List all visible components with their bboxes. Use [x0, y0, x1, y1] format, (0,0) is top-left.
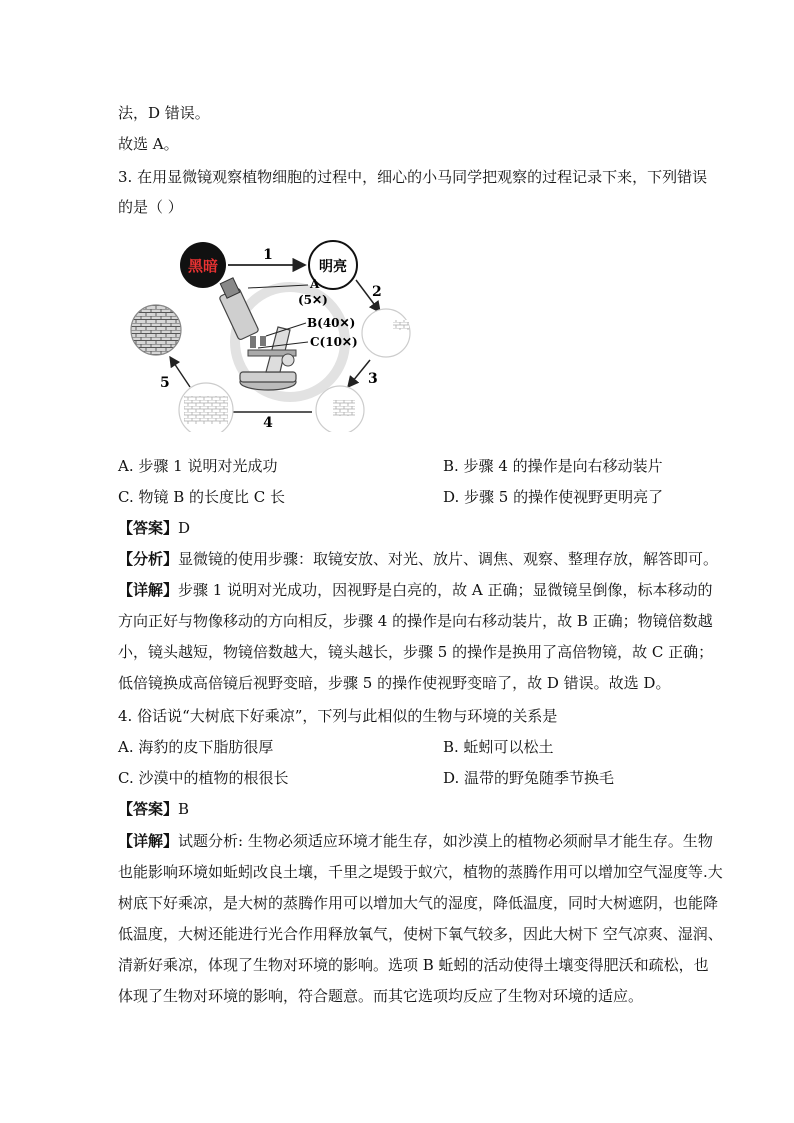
q4-option-c: C. 沙漠中的植物的根很长 — [118, 769, 289, 787]
detail-text: 试题分析: 生物必须适应环境才能生存，如沙漠上的植物必须耐旱才能生存。生物 — [178, 832, 713, 850]
q3-option-b: B. 步骤 4 的操作是向右移动装片 — [443, 457, 663, 475]
answer-value: D — [178, 519, 191, 537]
step-5-label: 5 — [160, 375, 170, 391]
q4-option-a: A. 海豹的皮下脂肪很厚 — [118, 738, 274, 756]
step-1-label: 1 — [263, 247, 273, 263]
arrow-step-5 — [170, 357, 190, 387]
q4-option-d: D. 温带的野兔随季节换毛 — [443, 769, 615, 787]
q4-stem: 4. 俗话说“大树底下好乘凉”，下列与此相似的生物与环境的关系是 — [118, 707, 558, 725]
arrow-step-3 — [348, 360, 370, 387]
answer-value: B — [178, 800, 190, 818]
q3-option-a: A. 步骤 1 说明对光成功 — [118, 457, 278, 475]
q4-detail-line5: 清新好乘凉，体现了生物对环境的影响。选项 B 蚯蚓的活动使得土壤变得肥沃和疏松，也 — [118, 956, 709, 974]
microscope-figure — [118, 232, 418, 432]
view-circle-step2 — [362, 309, 410, 357]
q3-detail-line4: 低倍镜换成高倍镜后视野变暗，步骤 5 的操作使视野变暗了，故 D 错误。故选 D。 — [118, 674, 671, 692]
lens-c-label: C(10✕) — [310, 335, 358, 349]
q3-option-d: D. 步骤 5 的操作使视野更明亮了 — [443, 488, 664, 506]
q4-answer — [118, 798, 189, 820]
q3-detail-line1 — [118, 579, 712, 601]
q3-detail-line3: 小，镜头越短，物镜倍数越大，镜头越长，步骤 5 的操作是换用了高倍物镜，故 C 正确； — [118, 643, 714, 661]
q4-detail-line6: 体现了生物对环境的影响，符合题意。而其它选项均反应了生物对环境的适应。 — [118, 987, 644, 1005]
lens-a-label: A — [310, 277, 320, 291]
step-3-label: 3 — [368, 371, 378, 387]
bright-label: 明亮 — [319, 259, 347, 275]
q3-analysis — [118, 548, 718, 570]
lens-b-label: B(40✕) — [307, 316, 356, 330]
detail-tag: 【详解】 — [118, 581, 179, 599]
analysis-text: 显微镜的使用步骤：取镜安放、对光、放片、调焦、观察、整理存放，解答即可。 — [178, 550, 719, 568]
q3-detail-line2: 方向正好与物像移动的方向相反，步骤 4 的操作是向右移动装片，故 B 正确；物镜倍数越 — [118, 612, 713, 630]
detail-text: 步骤 1 说明对光成功，因视野是白亮的，故 A 正确；显微镜呈倒像，标本移动的 — [178, 581, 713, 599]
q3-stem-line2: 的是（ ） — [118, 198, 183, 216]
q3-option-c: C. 物镜 B 的长度比 C 长 — [118, 488, 286, 506]
prev-conclusion: 故选 A。 — [118, 135, 179, 153]
analysis-tag: 【分析】 — [118, 550, 179, 568]
answer-tag: 【答案】 — [118, 800, 179, 818]
q4-detail-line2: 也能影响环境如蚯蚓改良土壤，千里之堤毁于蚁穴，植物的蒸腾作用可以增加空气湿度等.大 — [118, 863, 723, 881]
answer-tag: 【答案】 — [118, 519, 179, 537]
prev-text-line: 法，D 错误。 — [118, 104, 210, 122]
view-circle-step5 — [131, 305, 181, 355]
q4-option-b: B. 蚯蚓可以松土 — [443, 738, 554, 756]
lens-a-magnification: (5✕) — [298, 293, 328, 307]
q3-stem-line1: 3. 在用显微镜观察植物细胞的过程中，细心的小马同学把观察的过程记录下来，下列错误 — [118, 168, 708, 186]
detail-tag: 【详解】 — [118, 832, 179, 850]
dark-label: 黑暗 — [187, 257, 219, 275]
q4-detail-line3: 树底下好乘凉，是大树的蒸腾作用可以增加大气的湿度，降低温度，同时大树遮阴，也能降 — [118, 894, 719, 912]
q4-detail-line1 — [118, 830, 713, 852]
step-4-label: 4 — [263, 415, 273, 431]
q4-detail-line4: 低温度，大树还能进行光合作用释放氧气，使树下氧气较多，因此大树下 空气凉爽、湿润、 — [118, 925, 723, 943]
step-2-label: 2 — [372, 284, 382, 300]
q3-answer — [118, 517, 190, 539]
